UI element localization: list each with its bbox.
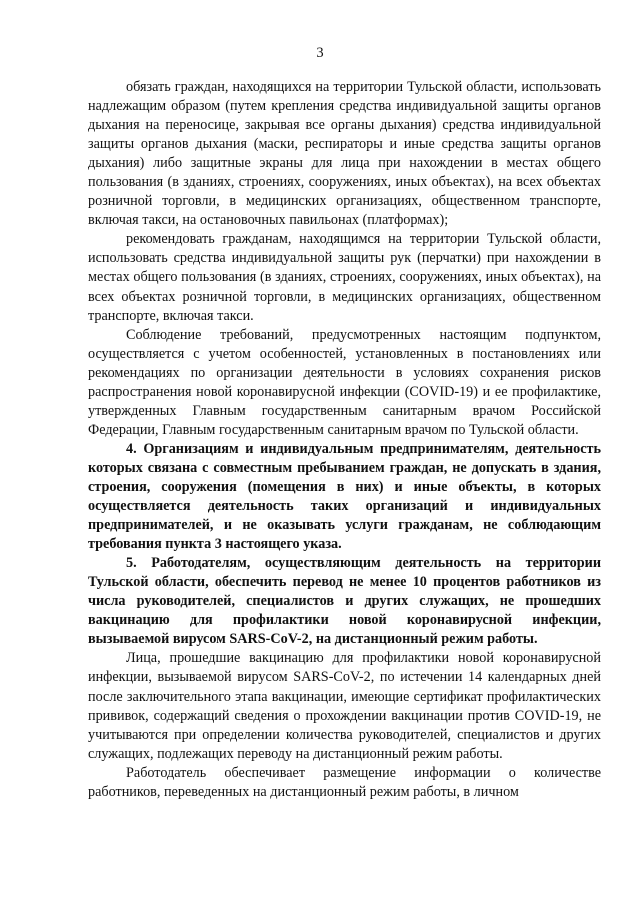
paragraph-vaccinated-persons: Лица, прошедшие вакцинацию для профилактики новой коронавирусной инфекции, вызываемой вирусом SARS-CoV-2, по истечении 14 календарных дней после заключительного этапа вакцинации, имеющие сертификат профилактических прививок, содержащий сведения о прохождении вакцинации против COVID-19, не учитываются при определении количества руководителей, специалистов и других служащих, подлежащих переводу на дистанционный режим работы. <box>88 650 601 762</box>
paragraph-requirements-compliance: Соблюдение требований, предусмотренных настоящим подпунктом, осуществляется с учетом особенностей, установленных в постановлениях или рекомендациях по организации деятельности в условиях сохранения рисков распространения новой коронавирусной инфекции (COVID-19) и ее профилактике, утвержденных Главным государственным санитарным врачом Российской Федерации, Главным государственным санитарным врачом по Тульской области. <box>88 326 601 438</box>
page-number: 3 <box>316 45 324 61</box>
document-body <box>88 78 601 802</box>
paragraph-mask-obligation: обязать граждан, находящихся на территории Тульской области, использовать надлежащим образом (путем крепления средства индивидуальной защиты органов дыхания на переносице, закрывая все органы дыхания) средства индивидуальной защиты органов дыхания (маски, респираторы и иные средства защиты органов дыхания) либо защитные экраны для лица при нахождении в местах общего пользования (в зданиях, строениях, сооружениях, иных объектах), на всех объектах розничной торговли, в медицинских организациях, общественном транспорте, включая такси, на остановочных павильонах (платформах); <box>88 79 601 229</box>
paragraph-item-5: 5. Работодателям, осуществляющим деятельность на территории Тульской области, обеспечить перевод не менее 10 процентов работников из числа руководителей, специалистов и других служащих, не прошедших вакцинацию для профилактики новой коронавирусной инфекции, вызываемой вирусом SARS-CoV-2, на дистанционный режим работы. <box>88 555 601 648</box>
paragraph-employer-info: Работодатель обеспечивает размещение информации о количестве работников, переведенных на дистанционный режим работы, в личном <box>88 764 601 800</box>
paragraph-item-4: 4. Организациям и индивидуальным предпринимателям, деятельность которых связана с совместным пребыванием граждан, не допускать в здания, строения, сооружения (помещения в них) и иные объекты, в которых осуществляется деятельность таких организаций и индивидуальных предпринимателей, и не оказывать услуги гражданам, не соблюдающим требования пункта 3 настоящего указа. <box>88 440 601 553</box>
paragraph-gloves-recommendation: рекомендовать гражданам, находящимся на территории Тульской области, использовать средства индивидуальной защиты рук (перчатки) при нахождении в местах общего пользования (в зданиях, строениях, сооружениях, иных объектах), на всех объектах розничной торговли, в медицинских организациях, общественном транспорте, включая такси. <box>88 231 601 324</box>
